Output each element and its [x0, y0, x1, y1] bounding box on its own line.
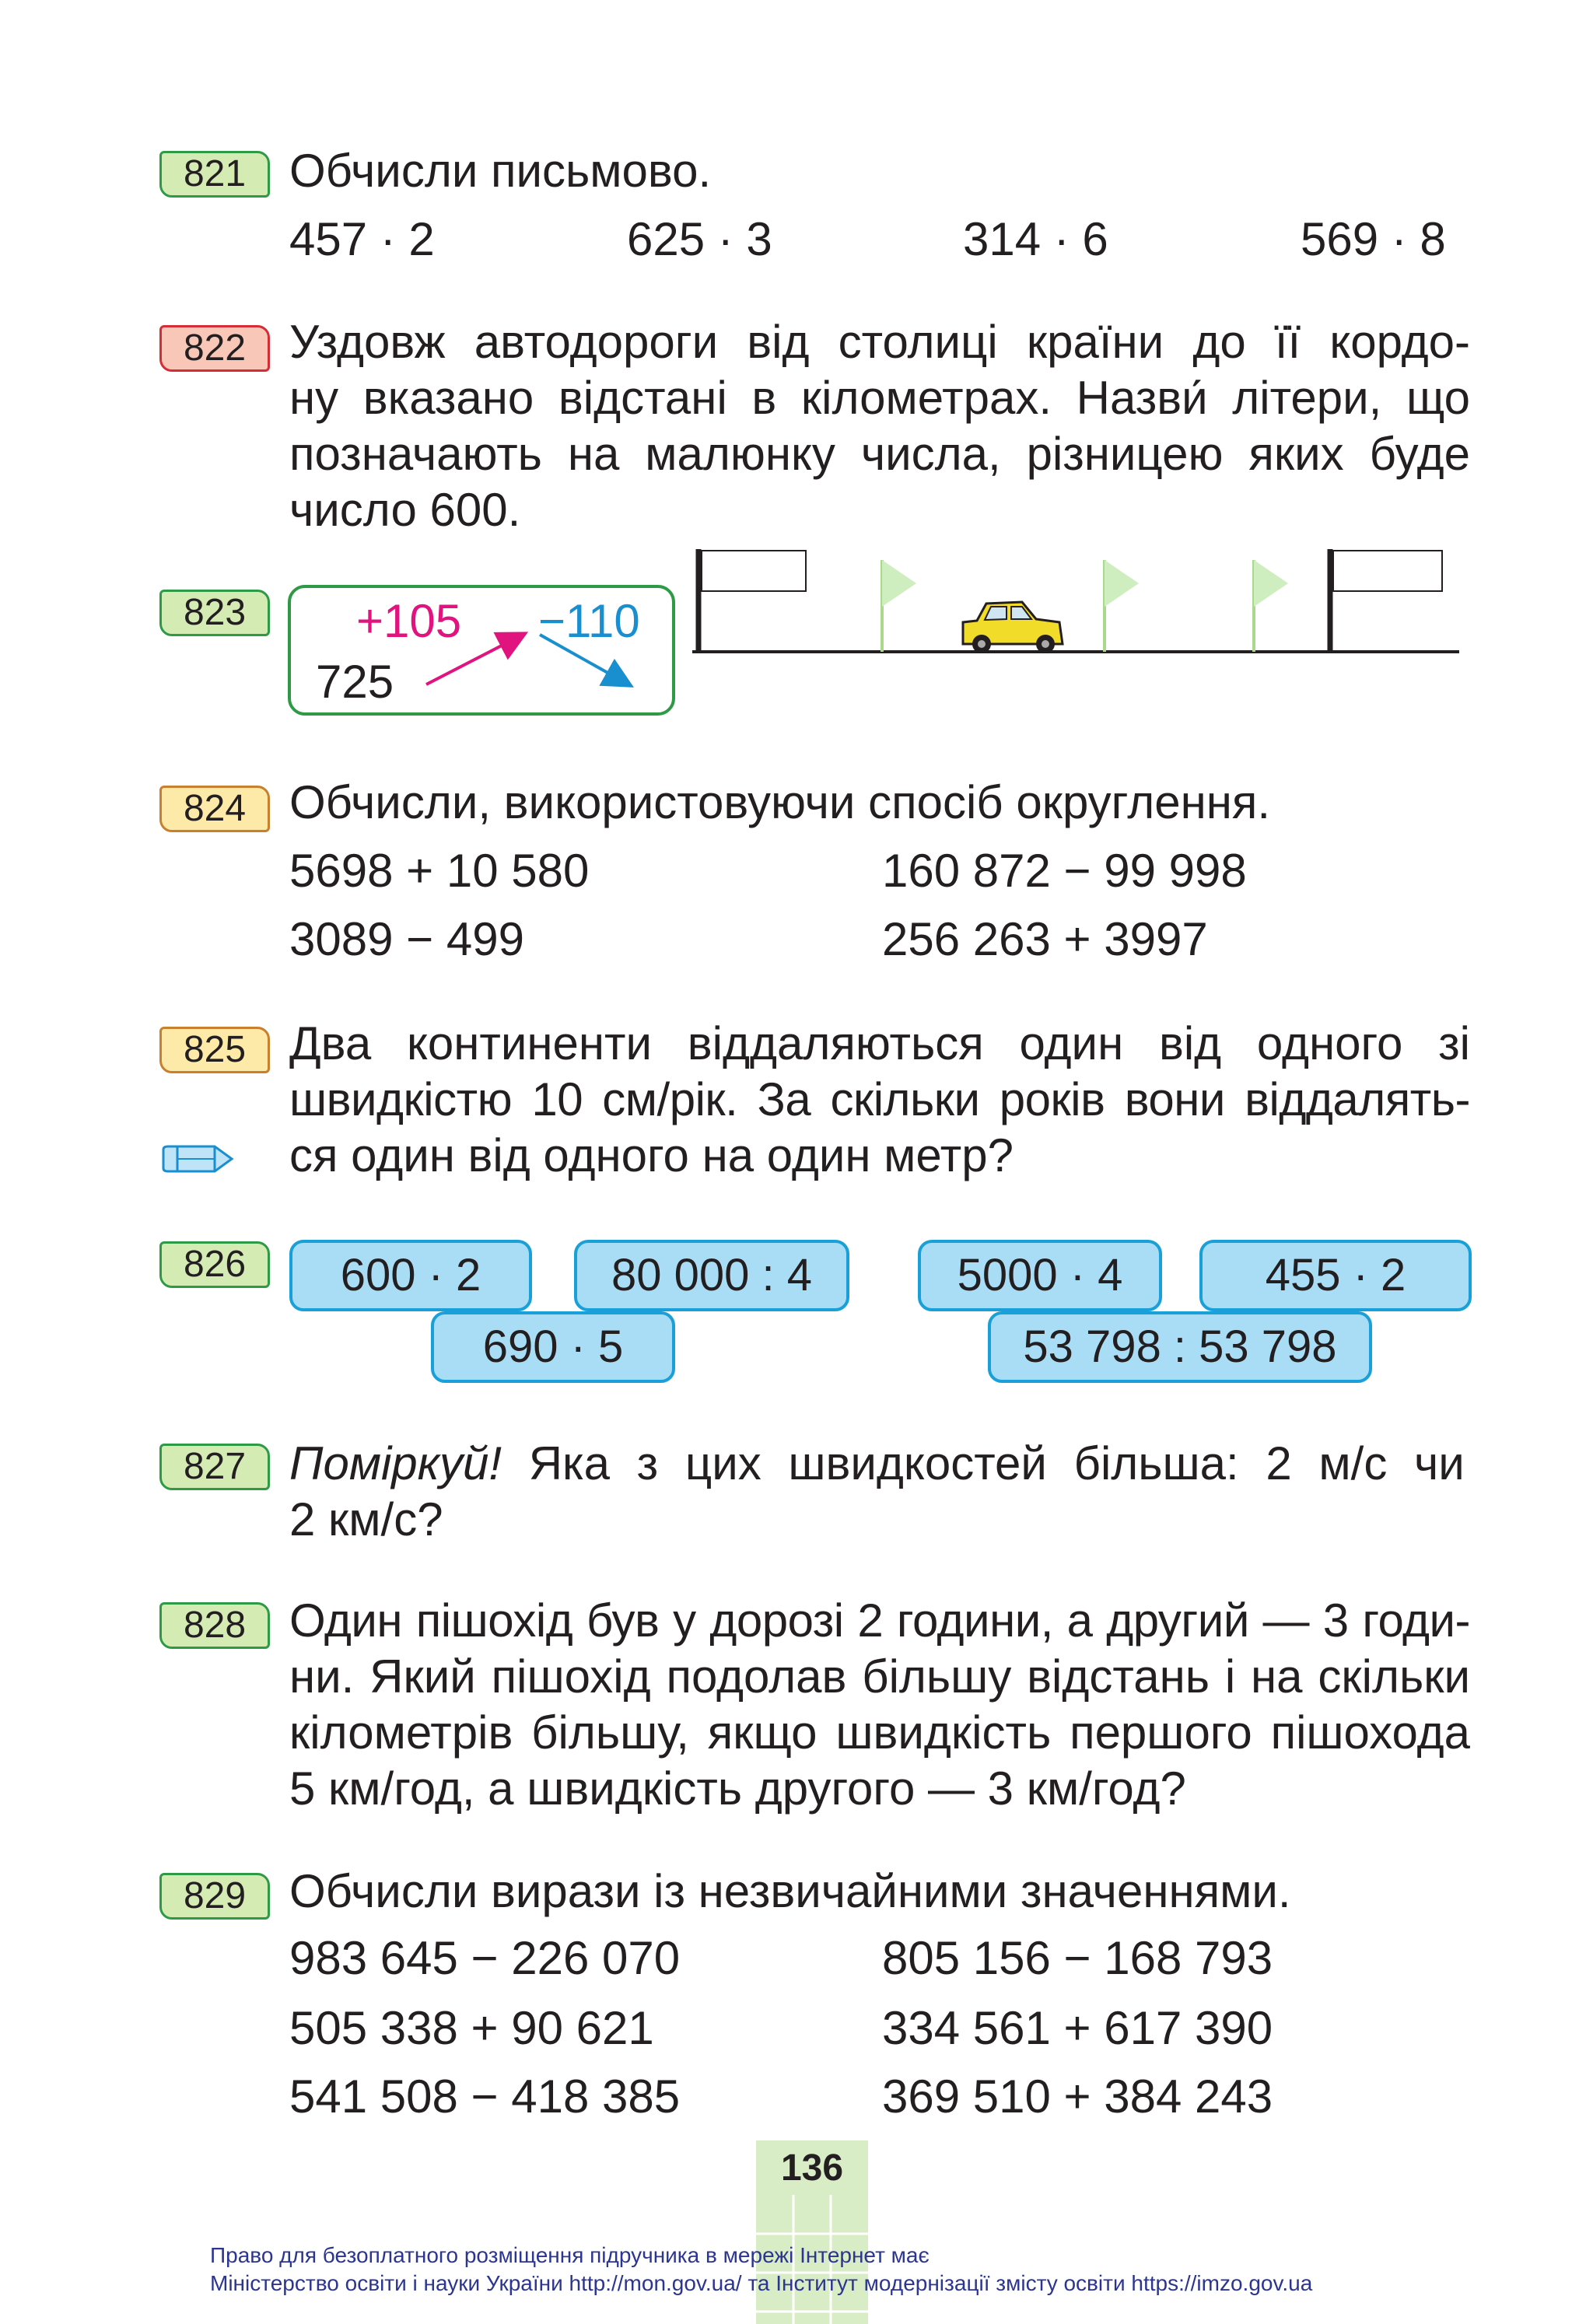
task-825-line-3: ся один від одного на один метр? [289, 1129, 1014, 1181]
left-sign [702, 551, 806, 591]
task-825-line-1: Два континенти віддаляються один від одного зі [289, 1017, 1470, 1069]
expr-821-2: 625 · 3 [627, 213, 772, 265]
footer-line-1: Право для безоплатного розміщення підручника в мережі Інтернет має [210, 2243, 930, 2267]
flag-a-icon [882, 560, 916, 652]
think-label: Поміркуй! [289, 1437, 502, 1489]
task-821-text: Обчисли письмово. [289, 145, 712, 197]
car-icon [963, 602, 1063, 653]
task-827-question: Яка з цих швидкостей більша: 2 м/с чи [502, 1437, 1465, 1489]
expr-821-4: 569 · 8 [1301, 213, 1446, 265]
task-number-821: 821 [159, 151, 270, 198]
task-827-line-1 [289, 1436, 1470, 1492]
expr-829-3: 505 338 + 90 621 [289, 2002, 654, 2054]
expr-829-2: 805 156 − 168 793 [882, 1932, 1273, 1984]
task-number-828: 828 [159, 1602, 270, 1649]
plus-105: +105 [356, 595, 462, 647]
task-number-826: 826 [159, 1241, 270, 1288]
expr-824-3: 3089 − 499 [289, 913, 524, 965]
expr-824-4: 256 263 + 3997 [882, 913, 1208, 965]
expr-829-1: 983 645 − 226 070 [289, 1932, 681, 1984]
task-828-line-2: ни. Який пішохід подолав більшу відстань і на скільки [289, 1650, 1470, 1703]
expr-829-5: 541 508 − 418 385 [289, 2070, 681, 2123]
task-829-text: Обчисли вирази із незвичайними значеннями. [289, 1865, 1291, 1917]
task-number-825: 825 [159, 1027, 270, 1073]
task-823-box [288, 585, 675, 716]
pill-80000d4: 80 000 : 4 [574, 1240, 849, 1311]
task-828-line-3: кілометрів більшу, якщо швидкість першого пішохода [289, 1706, 1470, 1759]
expr-821-1: 457 · 2 [289, 213, 435, 265]
pill-455x2: 455 · 2 [1199, 1240, 1472, 1311]
task-number-824: 824 [159, 786, 270, 832]
task-824-text: Обчисли, використовуючи спосіб округлення. [289, 776, 1271, 828]
task-822-line-2: ну вказано відстані в кілометрах. Назви́ літери, що [289, 372, 1470, 424]
expr-829-6: 369 510 + 384 243 [882, 2070, 1273, 2123]
expr-824-2: 160 872 − 99 998 [882, 845, 1247, 897]
task-825-line-2: швидкістю 10 см/рік. За скільки років вони віддалять- [289, 1073, 1470, 1125]
start-725: 725 [316, 656, 394, 708]
task-number-829: 829 [159, 1873, 270, 1920]
pill-53798d53798: 53 798 : 53 798 [988, 1311, 1372, 1383]
right-sign [1333, 551, 1442, 591]
flag-c-icon [1254, 560, 1288, 652]
expr-829-4: 334 561 + 617 390 [882, 2002, 1273, 2054]
page-number: 136 [780, 2147, 844, 2189]
task-number-827: 827 [159, 1444, 270, 1490]
expr-821-3: 314 · 6 [963, 213, 1108, 265]
pill-5000x4: 5000 · 4 [918, 1240, 1162, 1311]
pill-690x5: 690 · 5 [431, 1311, 675, 1383]
task-822-line-1: Уздовж автодороги від столиці країни до її кордо- [289, 316, 1470, 368]
chain-arrows [288, 585, 675, 716]
expr-824-1: 5698 + 10 580 [289, 845, 590, 897]
footer-line-2: Міністерство освіти і науки України http://mon.gov.ua/ та Інститут модернізації змісту освіти https://imzo.gov.ua [210, 2271, 1313, 2295]
task-828-line-4: 5 км/год, а швидкість другого — 3 км/год? [289, 1762, 1186, 1815]
pencil-icon [160, 1143, 235, 1174]
road-diagram [692, 544, 1470, 669]
task-822-line-4: число 600. [289, 484, 521, 536]
pill-600x2: 600 · 2 [289, 1240, 532, 1311]
minus-110: −110 [538, 595, 640, 647]
flag-b-icon [1105, 560, 1139, 652]
task-number-822: 822 [159, 325, 270, 372]
task-828-line-1: Один пішохід був у дорозі 2 години, а другий — 3 годи- [289, 1594, 1470, 1647]
task-number-823: 823 [159, 590, 270, 636]
task-822-line-3: позначають на малюнку числа, різницею яких буде [289, 428, 1470, 480]
task-827-line-2: 2 км/с? [289, 1493, 443, 1545]
